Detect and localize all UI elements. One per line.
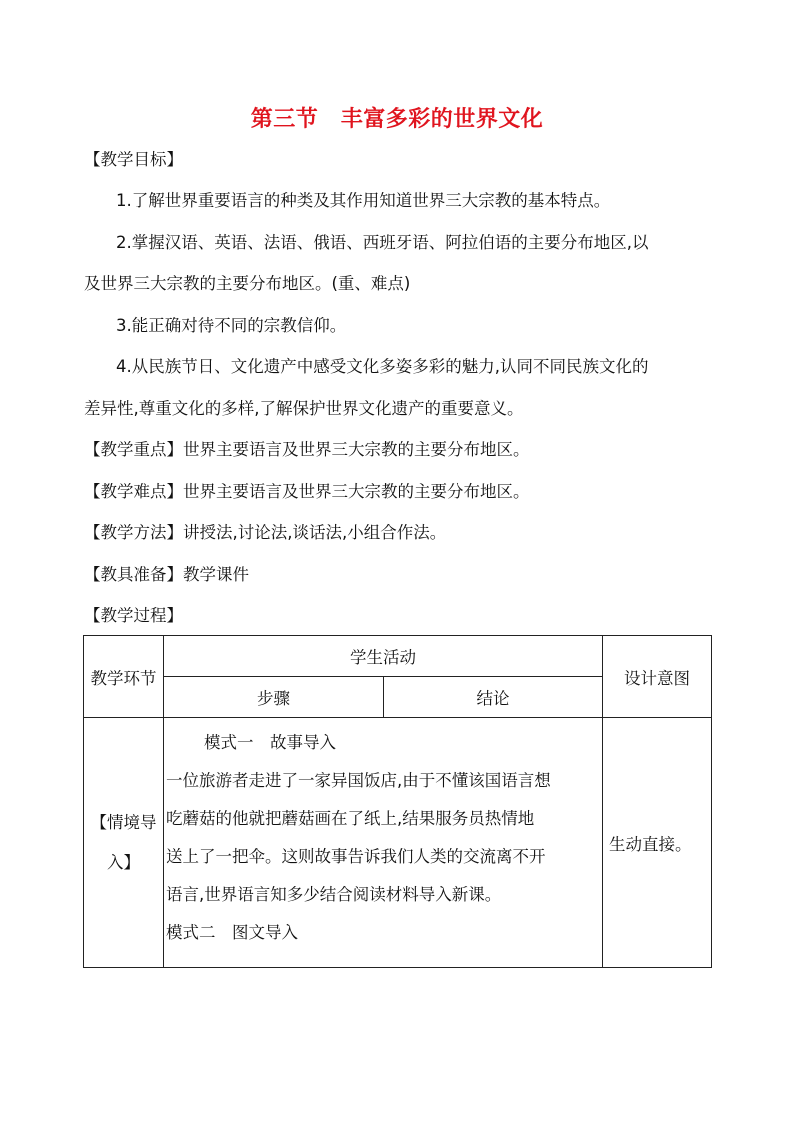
content-line-6: 模式二 图文导入 <box>166 923 298 942</box>
page-title: 第三节 丰富多彩的世界文化 <box>250 107 544 132</box>
stage-text-line-1: 【情境导 <box>90 812 157 832</box>
objective-1: 1.了解世界重要语言的种类及其作用知道世界三大宗教的基本特点。 <box>116 191 611 210</box>
materials-row <box>84 565 724 585</box>
content-line-2: 一位旅游者走进了一家异国饭店,由于不懂该国语言想 <box>166 771 551 790</box>
content-line-5: 语言,世界语言知多少结合阅读材料导入新课。 <box>166 885 502 904</box>
key-point-label: 【教学重点】 <box>84 440 183 459</box>
header-steps: 步骤 <box>164 677 384 718</box>
header-activity: 学生活动 <box>164 636 603 677</box>
stage-text-line-2: 入】 <box>107 852 140 872</box>
difficulty-row <box>84 482 724 502</box>
method-row <box>84 523 724 543</box>
method-text: 讲授法,讨论法,谈话法,小组合作法。 <box>183 523 447 542</box>
objectives-label: 【教学目标】 <box>84 150 183 169</box>
objective-4-continued: 差异性,尊重文化的多样,了解保护世界文化遗产的重要意义。 <box>84 399 524 418</box>
objective-3: 3.能正确对待不同的宗教信仰。 <box>116 316 347 335</box>
teaching-process-table <box>83 635 712 968</box>
key-point-text: 世界主要语言及世界三大宗教的主要分布地区。 <box>183 440 530 459</box>
objective-2: 2.掌握汉语、英语、法语、俄语、西班牙语、阿拉伯语的主要分布地区,以 <box>116 233 649 252</box>
header-stage: 教学环节 <box>84 636 164 718</box>
difficulty-text: 世界主要语言及世界三大宗教的主要分布地区。 <box>183 482 530 501</box>
stage-cell <box>84 718 164 968</box>
materials-text: 教学课件 <box>183 565 249 584</box>
objective-4: 4.从民族节日、文化遗产中感受文化多姿多彩的魅力,认同不同民族文化的 <box>116 357 649 376</box>
header-intent: 设计意图 <box>603 636 712 718</box>
key-point-row <box>84 440 724 460</box>
header-conclusion: 结论 <box>384 677 603 718</box>
materials-label: 【教具准备】 <box>84 565 183 584</box>
content-line-4: 送上了一把伞。这则故事告诉我们人类的交流离不开 <box>166 847 546 866</box>
method-label: 【教学方法】 <box>84 523 183 542</box>
activity-content-cell <box>164 718 603 968</box>
content-line-1: 模式一 故事导入 <box>204 733 336 752</box>
content-line-3: 吃蘑菇的他就把蘑菇画在了纸上,结果服务员热情地 <box>166 809 535 828</box>
difficulty-label: 【教学难点】 <box>84 482 183 501</box>
process-label: 【教学过程】 <box>84 606 183 625</box>
intent-cell: 生动直接。 <box>603 718 712 968</box>
objective-2-continued: 及世界三大宗教的主要分布地区。(重、难点) <box>84 274 411 293</box>
